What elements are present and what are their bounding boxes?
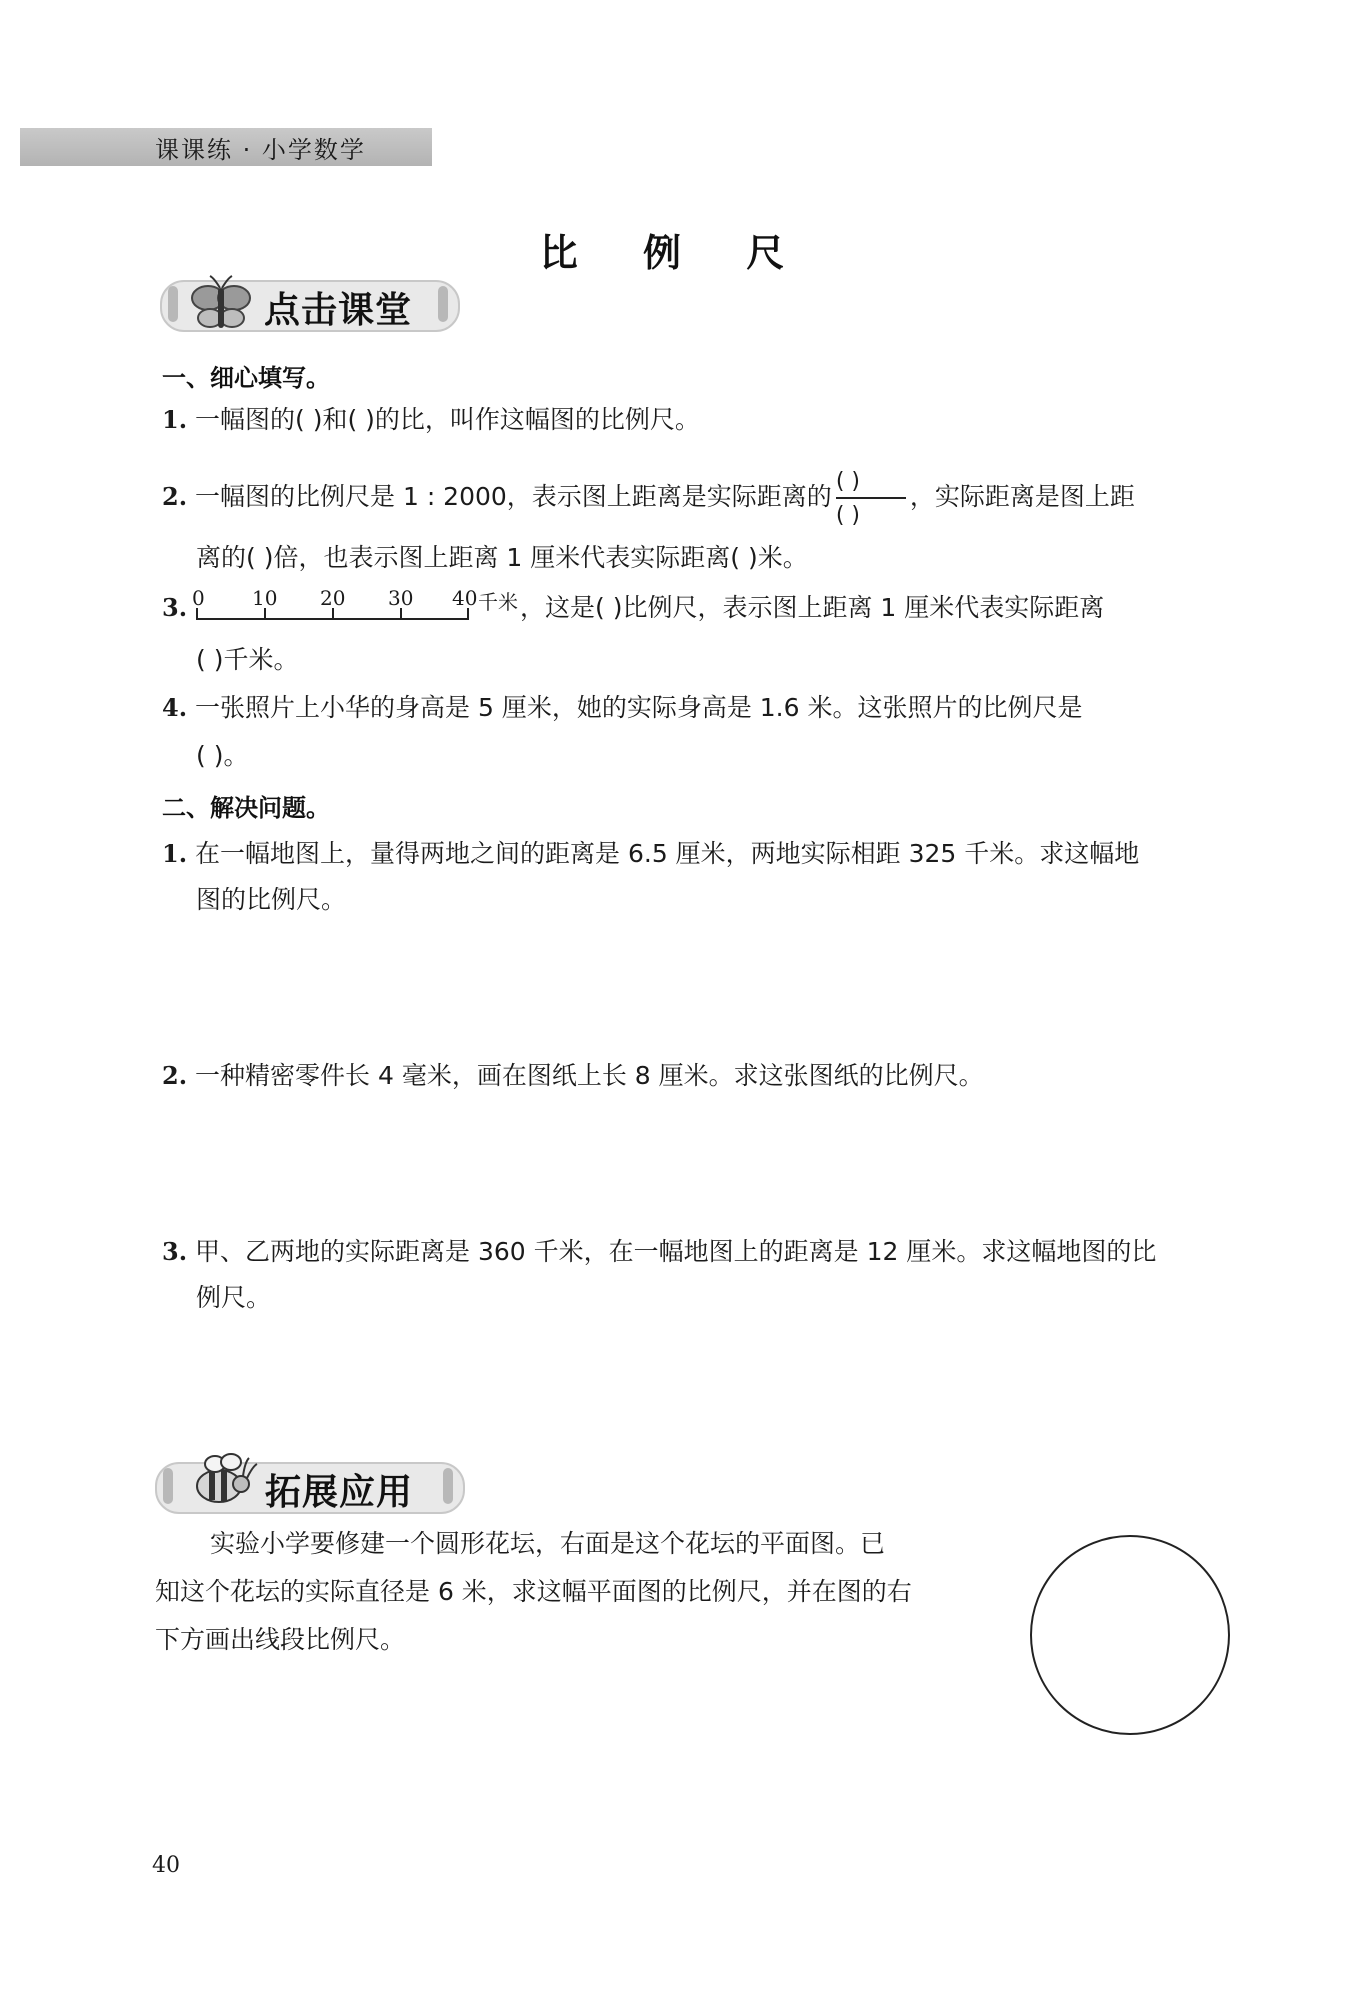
scale-label: 20 <box>320 586 346 610</box>
scale-unit: 千米 <box>478 590 518 614</box>
question-2-3 <box>162 1234 1156 1270</box>
question-2-1-line2: 图的比例尺。 <box>196 885 347 914</box>
scale-label: 30 <box>388 586 414 610</box>
question-2-2 <box>162 1058 984 1094</box>
question-number: 4. <box>162 693 188 722</box>
flower-bed-circle <box>1030 1535 1230 1735</box>
bee-icon <box>185 1448 265 1512</box>
question-text: 一幅图的比例尺是 1 : 2000，表示图上距离是实际距离的 <box>195 482 832 511</box>
question-1-3-text: ，这是( )比例尺，表示图上距离 1 厘米代表实际距离 <box>520 593 1105 622</box>
question-number: 2. <box>162 482 188 511</box>
question-text: 一种精密零件长 4 毫米，画在图纸上长 8 厘米。求这张图纸的比例尺。 <box>195 1061 984 1090</box>
question-text: 甲、乙两地的实际距离是 360 千米，在一幅地图上的距离是 12 厘米。求这幅地图的比 <box>195 1237 1157 1266</box>
part2-heading: 二、解决问题。 <box>162 794 330 822</box>
question-number: 1. <box>162 405 188 434</box>
blank-fraction <box>832 470 910 526</box>
question-1-4-line2: ( )。 <box>196 741 249 770</box>
section-banner-label: 点击课堂 <box>264 290 413 331</box>
question-number: 3. <box>162 1237 188 1266</box>
question-2-1 <box>162 836 1139 872</box>
book-header: 课课练 · 小学数学 <box>155 136 366 164</box>
extension-line-3: 下方画出线段比例尺。 <box>155 1625 406 1654</box>
question-1-1 <box>162 402 700 438</box>
section-banner-classroom <box>160 280 460 331</box>
extension-line-1: 实验小学要修建一个圆形花坛，右面是这个花坛的平面图。已 <box>210 1529 886 1558</box>
question-number: 1. <box>162 839 188 868</box>
section-banner-extension <box>155 1462 465 1513</box>
question-text: 一幅图的( )和( )的比，叫作这幅图的比例尺。 <box>195 405 700 434</box>
question-1-3-number: 3. <box>162 593 188 622</box>
question-1-2 <box>162 470 1135 526</box>
part1-heading: 一、细心填写。 <box>162 364 330 392</box>
scale-label: 40 <box>452 586 478 610</box>
question-text-cont: ，实际距离是图上距 <box>909 482 1135 511</box>
question-1-2-line2: 离的( )倍，也表示图上距离 1 厘米代表实际距离( )米。 <box>196 543 808 572</box>
question-1-3-line2: ( )千米。 <box>196 645 299 674</box>
question-text: 在一幅地图上，量得两地之间的距离是 6.5 厘米，两地实际相距 325 千米。求这幅地 <box>195 839 1140 868</box>
fraction-numerator: ( ) <box>835 469 860 494</box>
section-banner-label: 拓展应用 <box>265 1472 414 1513</box>
page-number: 40 <box>152 1853 180 1878</box>
line-scale <box>192 586 518 624</box>
fraction-denominator: ( ) <box>835 503 860 528</box>
page-title: 比 例 尺 <box>539 231 811 275</box>
butterfly-icon <box>186 274 256 334</box>
question-1-4 <box>162 690 1082 726</box>
scale-label: 0 <box>192 586 205 610</box>
question-number: 2. <box>162 1061 188 1090</box>
question-2-3-line2: 例尺。 <box>196 1283 272 1312</box>
question-text: 一张照片上小华的身高是 5 厘米，她的实际身高是 1.6 米。这张照片的比例尺是 <box>195 693 1083 722</box>
extension-line-2: 知这个花坛的实际直径是 6 米，求这幅平面图的比例尺，并在图的右 <box>155 1577 912 1606</box>
scale-label: 10 <box>252 586 278 610</box>
